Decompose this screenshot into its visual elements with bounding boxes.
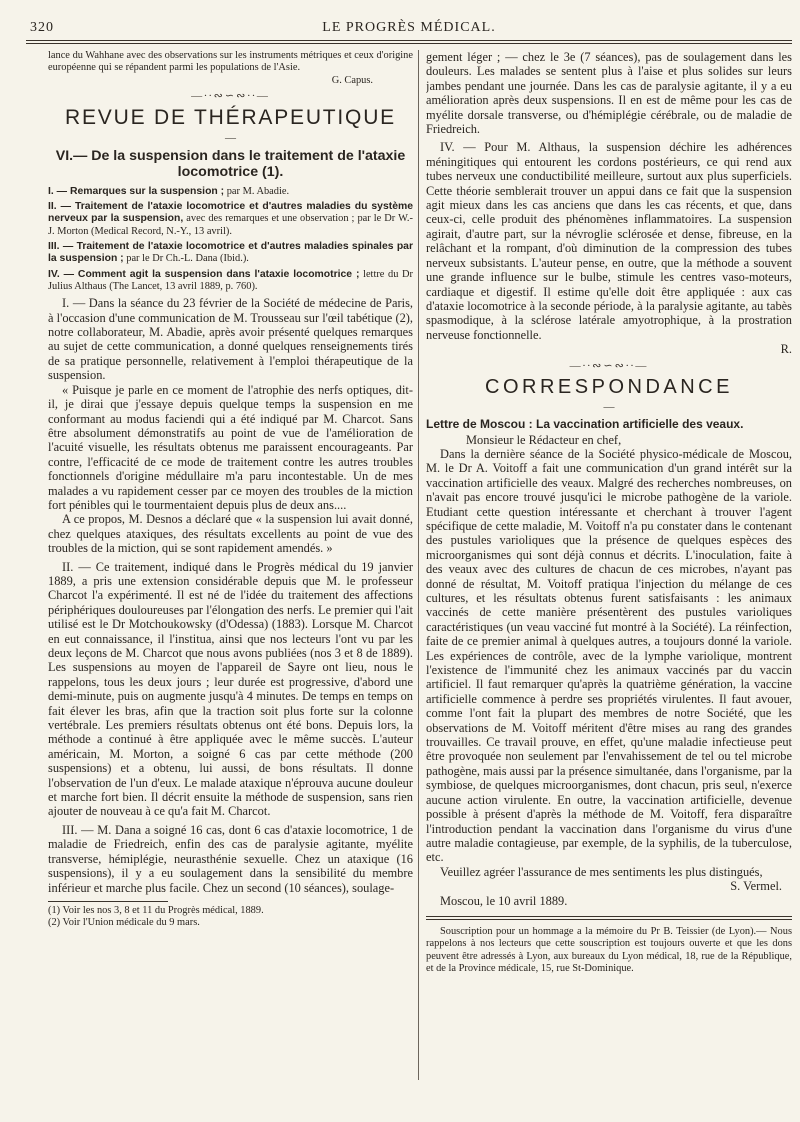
reference-head: II. — Traitement de l'ataxie locomotrice et d'autres maladies du système nerveux par la suspension, [48, 201, 413, 225]
body-paragraph: gement léger ; — chez le 3e (7 séances), pas de soulagement dans les douleurs. Les malades se sentent plus à l'aise et plus solides sur leurs jambes pendant une journée. Dans les cas de paralysie agitante, il y a eu amélioration après deux suspensions. Il en est de même pour les cas de myélite dorsale transverse, ou d'hémiplégie cérébrale, ou de maladie de Friedreich. [426, 50, 792, 137]
reference-head: III. — Traitement de l'ataxie locomotrice et d'autres maladies spinales par la suspension ; [48, 241, 413, 265]
reference-item [48, 269, 413, 294]
footnote-rule [48, 901, 168, 902]
reference-body: par M. Abadie. [226, 185, 290, 197]
page-header [26, 18, 792, 40]
reference-item [48, 241, 413, 266]
paragraph-signature: R. [780, 342, 792, 357]
letter-signature: S. Vermel. [730, 879, 782, 894]
salutation: Monsieur le Rédacteur en chef, [466, 432, 622, 447]
column-divider [418, 50, 419, 1080]
article-number: VI.— [55, 147, 88, 164]
right-column [426, 50, 792, 1120]
section-dash: — [225, 131, 236, 144]
body-paragraph: IV. — Pour M. Althaus, la suspension déchire les adhérences méningitiques qui entourent les cordons postérieurs, ce qui rend aux tubes nerveux une conductibilité meilleure, surtout aux plus superficiels. Cette théorie semblerait trouver un appui dans ce fait que la suspension agit mieux dans les cas anciens que dans les cas récents, et que, dans ceux-ci, celle produit des phénomènes inflammatoires. La suspension agirait, d'autre part, sur la névroglie sclérosée et dense, fibreuse, en la relâchant et la rompant, d'où diminution de la compression des tubes nerveux subsistants. L'auteur pense, en outre, que la méthode a souvent une grande influence sur le bulbe, stimule les centres vaso-moteurs, cardiaque et digestif. Il estime qu'elle doit être appliquée : aux cas d'ataxie locomotrice à la seconde période, à la paralysie agitante, au tabès spasmodique, à la sclérose latérale amyotrophique, à la prostration nerveuse fonctionnelle. [426, 140, 792, 342]
reference-head: I. — Remarques sur la suspension ; [48, 185, 225, 197]
body-paragraph: I. — Dans la séance du 23 février de la Société de médecine de Paris, à l'occasion d'une communication de M. Trousseau sur l'œil tabétique (2), notre collaborateur, M. Abadie, après avoir présenté quelques remarques au sujet de cette communication, a donné quelques renseignements tirés de sa pratique personnelle, relativement à l'emploi thérapeutique de la suspension. [48, 296, 413, 383]
dateline: Moscou, le 10 avril 1889. [440, 893, 568, 908]
reference-item [48, 201, 413, 238]
reference-body: avec des remarques et une observation ; par le Dr W.-J. Morton (Medical Record, N.-Y., 13 avril). [48, 213, 413, 237]
body-paragraph: II. — Ce traitement, indiqué dans le Progrès médical du 19 janvier 1889, a pris une extension considérable depuis que M. le professeur Charcot l'a expérimenté. Il est né de l'idée du traitement des affections périphériques douloureuses par l'élongation des nerfs. Le premier qui l'ait utilisé est le Dr Motchoukowsky (d'Odessa) (1883). Lorsque M. Charcot en eut connaissance, il l'institua, ainsi que nos lecteurs l'ont vu par les deux leçons de M. Charcot que nous avons publiées (nos 3 et 8 de 1889). Les suspensions au moyen de l'appareil de Sayre ont lieu, nous le rappelons, tous les deux jours ; leur durée est progressive, d'abord une demi-minute, puis on augmente jusqu'à 4 minutes. De temps en temps on fait élever les bras, afin que la traction soit plus forte sur la colonne vertébrale. Les premiers résultats obtenus ont été bons. Depuis lors, la méthode a continué à être appliquée avec le même succès. L'auteur américain, M. Morton, a soigné 6 cas par cette méthode (200 suspensions) et a obtenu, lui aussi, de bons résultats. Il donne l'observation de l'un d'eux. Le malade ataxique n'éprouva aucune douleur et marche fort bien. Il décrit ensuite la méthode de suspension, sans rien ajouter de nouveau à ce qu'a fait M. Charcot. [48, 559, 413, 819]
footnote: (1) Voir les nos 3, 8 et 11 du Progrès médical, 1889. [48, 904, 264, 916]
body-paragraph: « Puisque je parle en ce moment de l'atrophie des nerfs optiques, dit-il, je dirai que j'essaye depuis quelque temps la suspension en me conformant au modus faciendi qui a été indiqué par M. Charcot. Sans être absolument démonstratifs au point de vue de l'amélioration de l'acuité visuelle, les résultats obtenus me paraissent encourageants. Par contre, l'efficacité de ce mode de traitement contre les autres troubles fonctionnels d'origine médullaire m'a paru incontestable. Un de mes malades a vu rapidement cesser par ce moyen des troubles de la miction fort pénibles qui le tourmentaient depuis plus de deux ans.... [48, 382, 413, 512]
page-number: 320 [30, 20, 54, 35]
double-rule [426, 916, 792, 920]
letter-heading: Lettre de Moscou : La vaccination artificielle des veaux. [426, 416, 744, 431]
body-paragraph: A ce propos, M. Desnos a déclaré que « la suspension lui avait donné, chez quelques ataxiques, des résultats excellents au point de vue des troubles de la miction, qui se sont rapidement amendés. » [48, 512, 413, 556]
body-paragraph: III. — M. Dana a soigné 16 cas, dont 6 cas d'ataxie locomotrice, 1 de maladie de Friedreich, enfin des cas de paralysie agitante, myélite transverse, hémiplégie, neurasthénie sexuelle. Chez un ataxique (16 suspensions), il y a eu soulagement dans la sensibilité du membre inférieur et marche plus facile. Chez un second (10 séances), soulage- [48, 822, 413, 895]
footnote: (2) Voir l'Union médicale du 9 mars. [48, 917, 200, 929]
ornament-divider: —∙∙∾∽∾∙∙— [569, 359, 649, 372]
header-rule [26, 40, 792, 41]
footnotes [48, 905, 413, 930]
subscription-notice: Souscription pour un hommage a la mémoire du Pr B. Teissier (de Lyon).— Nous rappelons à nos lecteurs que cette souscription est toujours ouverte et que les dons peuvent être adressés à Lyon, aux bureaux du Lyon médical, 18, rue de la République, et de la Province médicale, 15, rue St-Dominique. [426, 925, 792, 974]
section-dash: — [603, 400, 615, 413]
reference-head: IV. — Comment agit la suspension dans l'ataxie locomotrice ; [48, 268, 360, 280]
left-column [48, 50, 413, 1120]
reference-item [48, 186, 413, 198]
ornament-divider: —∙∙∾∽∾∙∙— [191, 89, 270, 102]
closing-paragraph: Veuillez agréer l'assurance de mes sentiments les plus distingués, [440, 864, 763, 879]
reference-list [48, 186, 413, 293]
intro-paragraph: lance du Wahhane avec des observations sur les instruments métriques et ceux d'origine européenne qui se répandent parmi les populations de l'Asie. [48, 50, 413, 74]
intro-signature: G. Capus. [331, 74, 373, 86]
header-rule-thin [26, 43, 792, 44]
article-title [48, 148, 413, 180]
body-paragraph: Dans la dernière séance de la Société physico-médicale de Moscou, M. le Dr A. Voitoff a fait une communication d'un grand intérêt sur la vaccination artificielle des veaux. Malgré des recherches nombreuses, on n'avait pas encore trouvé jusqu'ici le microbe pathogène de la variole. Etudiant cette question intéressante et cherchant à trouver l'agent spécifique de cette maladie, M. Voitoff n'a pu constater dans le contenant des pustules varioliques que la présence de quelques espèces des microorganismes qui sont déjà connus et décrits. L'inoculation, faite à des veaux avec des cultures de chacun de ces microbes, n'ayant pas donné de résultat, M. Voitoff pratiqua l'injection du mélange de ces cultures, et les résultats obtenus furent satisfaisants : les animaux vaccinés de cette manière présentèrent des pustules varioliques caractéristiques (un veau vacciné fut montré à la Société). La réinfection, faite de ce premier animal à quelques autres, a toujours donné la variole. Les expériences de contrôle, avec de la lymphe variolique, montrent l'existence de l'immunité chez les animaux vaccinés par du vaccin artificiel. Il faut remarquer qu'après la quatrième génération, la vaccine artificielle commence à perdre ses propriétés virulentes. Il faut avouer, comme l'ont fait la plupart des membres de notre Société, que les observations de M. Voitoff méritent d'être mises au rang des grandes trouvailles. Ce travail prouve, en effet, qu'une maladie infectieuse peut être provoquée non seulement par l'envahissement de tel ou tel microbe pathogène, mais aussi par la présence simultanée, dans l'organisme, par la symbiose, de quelques microorganismes, dont chacun, pris seul, n'exerce aucune action virulente. En outre, la vaccination artificielle, devenue possible à présent d'après la méthode de M. Voitoff, fera disparaître l'introduction pendant la vaccination dans l'organisme du virus d'une autre maladie contagieuse, par exemple, de la syphilis, de la tuberculose, etc. [426, 446, 792, 865]
reference-body: lettre du Dr Julius Althaus (The Lancet, 13 avril 1889, p. 760). [48, 268, 413, 292]
running-title: LE PROGRÈS MÉDICAL. [322, 20, 496, 35]
reference-body: par le Dr Ch.-L. Dana (Ibid.). [126, 253, 249, 265]
article-title-text: De la suspension dans le traitement de l'ataxie locomotrice (1). [91, 147, 406, 180]
section-title-therapeutique: REVUE DE THÉRAPEUTIQUE [65, 105, 396, 129]
section-title-correspondance: CORRESPONDANCE [485, 375, 733, 398]
